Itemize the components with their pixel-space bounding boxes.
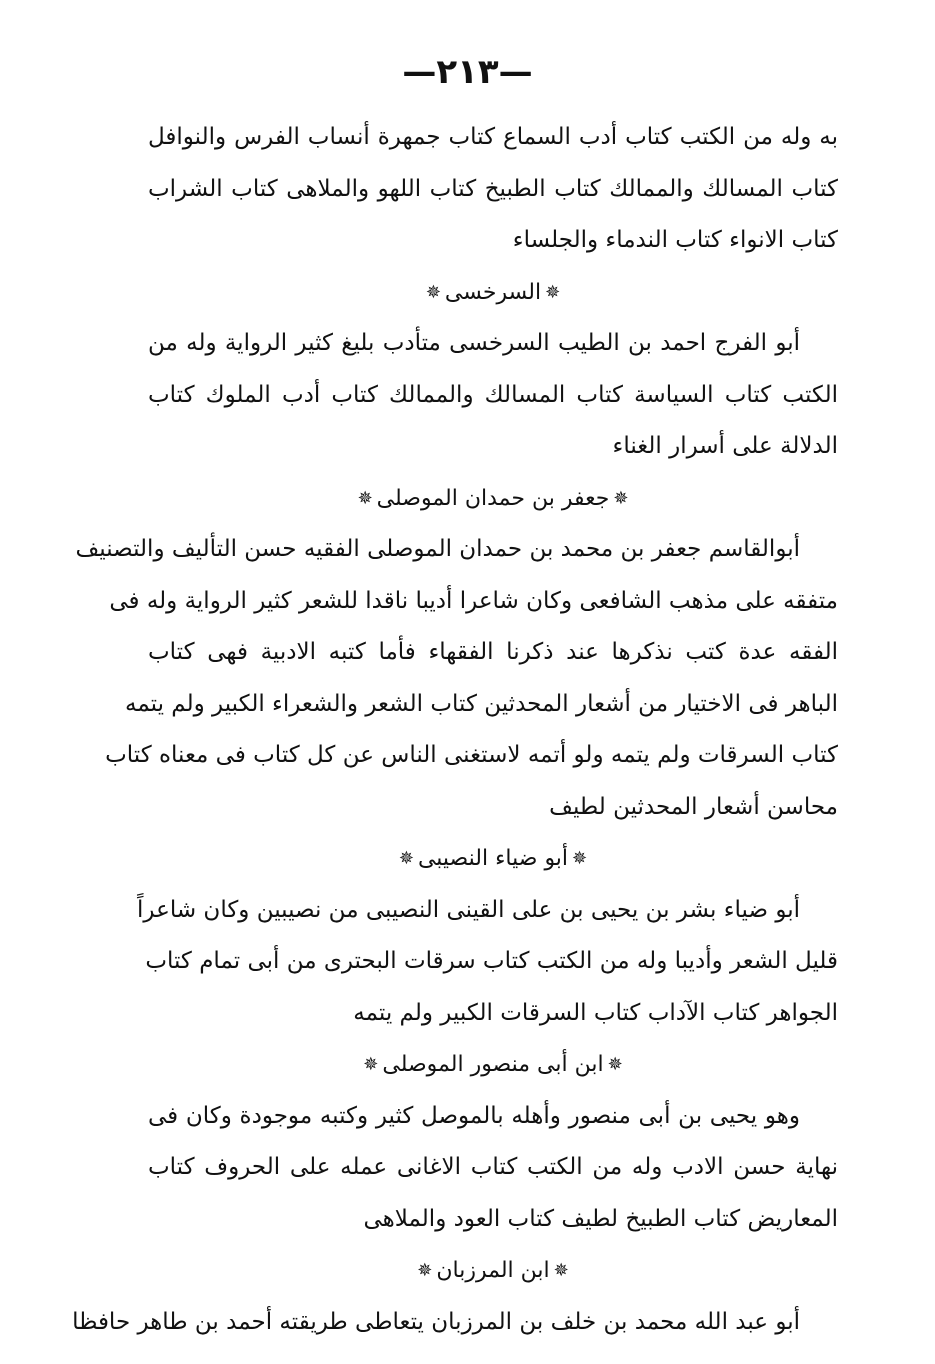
text-line: الدلالة على أسرار الغناء [612, 433, 838, 459]
ornament-icon: ✵ [363, 1054, 379, 1076]
section-heading [148, 473, 838, 525]
text-line: الجواهر كتاب الآداب كتاب السرقات الكبير ولم يتمه [353, 999, 838, 1026]
ornament-icon: ✵ [613, 487, 629, 509]
section-heading-text: جعفر بن حمدان الموصلى [376, 485, 610, 511]
text-line: قليل الشعر وأديبا وله من الكتب كتاب سرقات البحترى من أبى تمام كتاب [145, 948, 838, 974]
text-line: الفقه عدة كتب نذكرها عند ذكرنا الفقهاء فأما كتبه الادبية فهى كتاب [148, 639, 838, 665]
text-line: أبو الفرج احمد بن الطيب السرخسى متأدب بليغ كثير الرواية وله من [148, 330, 800, 356]
ornament-icon: ✵ [553, 1260, 569, 1282]
text-line: وهو يحيى بن أبى منصور وأهله بالموصل كثير وكتبه موجودة وكان فى [148, 1102, 800, 1129]
text-line: الباهر فى الاختيار من أشعار المحدثين كتاب الشعر والشعراء الكبير ولم يتمه [125, 690, 838, 717]
text-line: كتاب المسالك والممالك كتاب الطبيخ كتاب اللهو والملاهى كتاب الشراب [148, 175, 838, 202]
section-heading [148, 833, 838, 885]
text-line: متفقه على مذهب الشافعى وكان شاعرا أديبا ناقدا للشعر كثير الرواية وله فى [109, 587, 838, 614]
ornament-icon: ✵ [425, 281, 441, 303]
text-line: أبوالقاسم جعفر بن محمد بن حمدان الموصلى الفقيه حسن التأليف والتصنيف [75, 536, 800, 562]
ornament-icon: ✵ [398, 848, 414, 870]
section-heading [148, 267, 838, 319]
section-heading-text: ابن أبى منصور الموصلى [382, 1052, 604, 1077]
text-line: المعاريض كتاب الطبيخ لطيف كتاب العود والملاهى [363, 1205, 838, 1232]
text-line: كتاب الانواء كتاب الندماء والجلساء [512, 227, 838, 253]
ornament-icon: ✵ [607, 1054, 623, 1076]
ornament-icon: ✵ [572, 848, 588, 870]
text-line: الكتب كتاب السياسة كتاب المسالك والممالك كتاب أدب الملوك كتاب [148, 381, 838, 408]
ornament-icon: ✵ [545, 281, 561, 303]
text-line: محاسن أشعار المحدثين لطيف [549, 793, 838, 820]
text-line: كتاب السرقات ولم يتمه ولو أتمه لاستغنى الناس عن كل كتاب فى معناه كتاب [105, 742, 838, 768]
ornament-icon: ✵ [357, 487, 373, 509]
section-heading [148, 1039, 838, 1091]
text-line: به وله من الكتب كتاب أدب السماع كتاب جمهرة أنساب الفرس والنوافل [148, 124, 838, 150]
body-text [72, 112, 838, 1348]
section-heading-text: السرخسى [444, 279, 542, 305]
ornament-icon: ✵ [417, 1260, 433, 1282]
section-heading-text: أبو ضياء النصيبى [417, 846, 569, 871]
text-line: أبو عبد الله محمد بن خلف بن المرزبان يتعاطى طريقته أحمد بن طاهر حافظا [72, 1308, 800, 1335]
page-number: —٢١٣— [402, 52, 533, 92]
section-heading [148, 1245, 838, 1297]
section-heading-text: ابن المرزبان [436, 1258, 550, 1283]
text-line: أبو ضياء بشر بن يحيى بن على القينى النصيبى من نصيبين وكان شاعراً [137, 896, 800, 923]
text-line: نهاية حسن الادب وله من الكتب كتاب الاغانى عمله على الحروف كتاب [148, 1154, 838, 1180]
